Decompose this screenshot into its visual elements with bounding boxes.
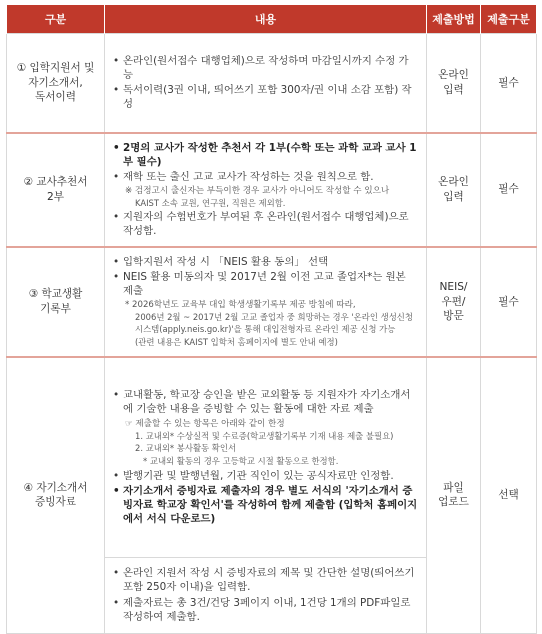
note-line: 1. 교내외* 수상실적 및 수료증(학교생활기록부 기재 내용 제출 불필요) — [135, 430, 394, 441]
header-type: 제출구분 — [481, 5, 537, 34]
list-item: • 재학 또는 출신 고교 교사가 작성하는 것을 원칙으로 함. — [113, 170, 418, 184]
list-item: • 발행기관 및 발행년월, 기관 직인이 있는 공식자료만 인정함. — [113, 469, 418, 483]
row1-method: 온라인 입력 — [427, 34, 481, 133]
submission-requirements-table — [6, 5, 537, 634]
row3-type: 필수 — [481, 247, 537, 357]
row2-method: 온라인 입력 — [427, 133, 481, 247]
row4-content-sub — [105, 557, 427, 633]
note-line: 2. 교내외* 봉사활동 확인서 — [135, 443, 237, 454]
table-row — [7, 133, 537, 247]
list-item: • 독서이력(3권 이내, 띄어쓰기 포함 300자/권 이내 소감 포함) 작성 — [113, 83, 418, 111]
note-line: * 2026학년도 교육부 대입 학생생활기록부 제공 방침에 따라, — [125, 299, 356, 310]
table-row — [7, 247, 537, 357]
row2-category: ② 교사추천서 2부 — [7, 133, 105, 247]
list-item: • 온라인 지원서 작성 시 증빙자료의 제목 및 간단한 설명(띄어쓰기 포함 250자 이내)을 입력함. — [113, 566, 418, 594]
row4-type: 선택 — [481, 357, 537, 633]
note-line: ☞ 제출할 수 있는 항목은 아래와 같이 한정 — [125, 418, 285, 429]
header-category: 구분 — [7, 5, 105, 34]
row2-content — [105, 133, 427, 247]
header-content: 내용 — [105, 5, 427, 34]
list-item: • 제출자료는 총 3건/건당 3페이지 이내, 1건당 1개의 PDF파일로 작성하여 제출함. — [113, 596, 418, 624]
note-line: 시스템(apply.neis.go.kr)'을 통해 대입전형자료 온라인 제공 신청 가능 — [135, 324, 396, 335]
list-item: • 온라인(원서접수 대행업체)으로 작성하며 마감일시까지 수정 가능 — [113, 54, 418, 82]
list-item: • NEIS 활용 미동의자 및 2017년 2월 이전 고교 졸업자*는 원본 제출 — [113, 270, 418, 298]
table-row — [7, 357, 537, 557]
table-row — [7, 34, 537, 133]
row3-category: ③ 학교생활 기록부 — [7, 247, 105, 357]
note-line: (관련 내용은 KAIST 입학처 홈페이지에 별도 안내 예정) — [135, 337, 338, 348]
list-item: • 입학지원서 작성 시 「NEIS 활용 동의」 선택 — [113, 255, 418, 269]
note-line: * 교내외 활동의 경우 고등학교 시절 활동으로 한정함. — [143, 456, 339, 467]
note-line: ※ 검정고시 출신자는 부득이한 경우 교사가 아니어도 작성할 수 있으나 — [125, 185, 390, 196]
row3-method: NEIS/ 우편/ 방문 — [427, 247, 481, 357]
row3-content — [105, 247, 427, 357]
list-item: • 교내활동, 학교장 승인을 받은 교외활동 등 지원자가 자기소개서에 기술한 내용을 증빙할 수 있는 활동에 대한 자료 제출 — [113, 388, 418, 416]
note-line: 2006년 2월 ~ 2017년 2월 고교 졸업자 중 희망하는 경우 '온라인 생성신청 — [135, 311, 413, 322]
row4-method: 파일 업로드 — [427, 357, 481, 633]
row4-category: ④ 자기소개서 증빙자료 — [7, 357, 105, 633]
row1-content — [105, 34, 427, 133]
list-item: • 지원자의 수험번호가 부여된 후 온라인(원서접수 대행업체)으로 작성함. — [113, 210, 418, 238]
row1-category: ① 입학지원서 및 자기소개서, 독서이력 — [7, 34, 105, 133]
list-item: • 2명의 교사가 작성한 추천서 각 1부(수학 또는 과학 교과 교사 1부 필수) — [113, 141, 418, 169]
row2-type: 필수 — [481, 133, 537, 247]
list-item: • 자기소개서 증빙자료 제출자의 경우 별도 서식의 '자기소개서 증빙자료 학교장 확인서'를 작성하여 함께 제출함 (입학처 홈페이지에서 서식 다운로드) — [113, 484, 418, 526]
table-header-row — [7, 5, 537, 34]
row4-content-main — [105, 357, 427, 557]
header-method: 제출방법 — [427, 5, 481, 34]
note-line: KAIST 소속 교원, 연구원, 직원은 제외함. — [135, 197, 286, 208]
row1-type: 필수 — [481, 34, 537, 133]
